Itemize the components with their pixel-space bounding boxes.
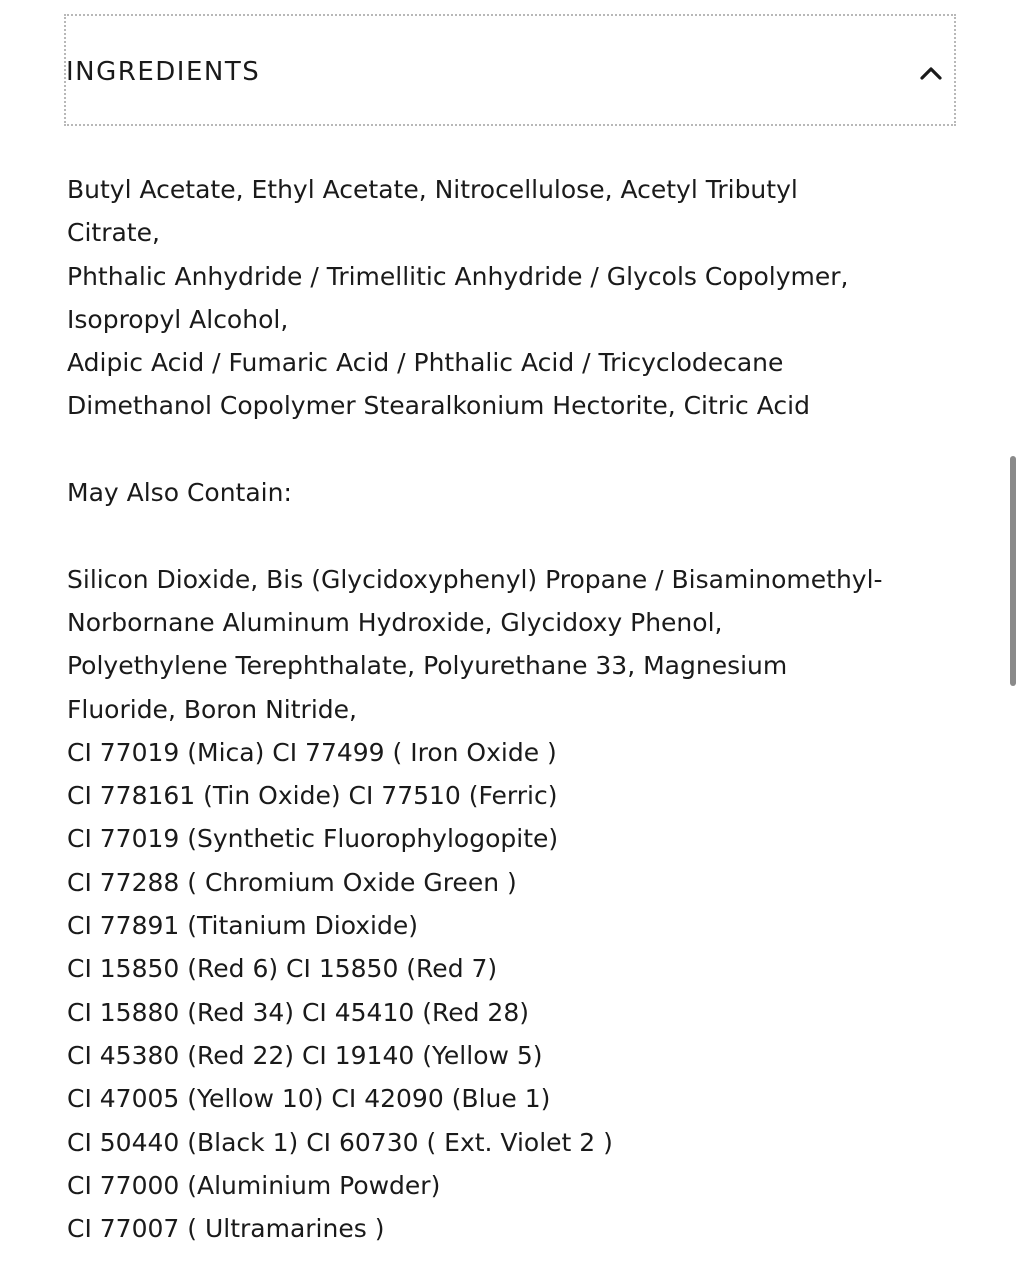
ingredient-line: Dimethanol Copolymer Stearalkonium Hectorite, Citric Acid [67,391,810,421]
ingredient-line: Citrate, [67,218,160,248]
scrollbar-thumb[interactable] [1010,456,1016,686]
ingredient-line: Adipic Acid / Fumaric Acid / Phthalic Acid / Tricyclodecane [67,348,784,378]
ingredient-line: CI 77019 (Synthetic Fluorophylogopite) [67,824,559,854]
ingredient-line: CI 77891 (Titanium Dioxide) [67,911,418,941]
ingredients-content [67,168,967,1250]
accordion-title: INGREDIENTS [66,57,261,87]
ingredient-line: CI 47005 (Yellow 10) CI 42090 (Blue 1) [67,1084,551,1114]
ingredient-line: Fluoride, Boron Nitride, [67,694,357,724]
ingredient-line: CI 50440 (Black 1) CI 60730 ( Ext. Violet 2 ) [67,1127,613,1157]
may-also-contain-label: May Also Contain: [67,478,292,508]
ingredient-line: CI 778161 (Tin Oxide) CI 77510 (Ferric) [67,781,558,811]
ingredient-line: CI 45380 (Red 22) CI 19140 (Yellow 5) [67,1040,543,1070]
ingredient-line: CI 77000 (Aluminium Powder) [67,1170,441,1200]
main-ingredients [67,168,967,428]
ingredient-line: Butyl Acetate, Ethyl Acetate, Nitrocellulose, Acetyl Tributyl [67,175,798,204]
ingredients-accordion-header[interactable] [64,14,956,126]
ingredient-line: Polyethylene Terephthalate, Polyurethane 33, Magnesium [67,651,788,681]
chevron-up-icon[interactable] [918,60,944,86]
ingredient-line: CI 77288 ( Chromium Oxide Green ) [67,867,517,897]
ingredient-line: CI 15880 (Red 34) CI 45410 (Red 28) [67,997,529,1027]
ingredient-line: CI 77007 ( Ultramarines ) [67,1214,385,1244]
ingredient-line: CI 15850 (Red 6) CI 15850 (Red 7) [67,954,498,984]
additional-ingredients [67,558,967,1251]
ingredient-line: Phthalic Anhydride / Trimellitic Anhydride / Glycols Copolymer, [67,261,849,291]
ingredient-line: Norbornane Aluminum Hydroxide, Glycidoxy Phenol, [67,607,723,637]
ingredient-line: Isopropyl Alcohol, [67,304,289,334]
ingredient-line: Silicon Dioxide, Bis (Glycidoxyphenyl) Propane / Bisaminomethyl- [67,564,883,594]
ingredient-line: CI 77019 (Mica) CI 77499 ( Iron Oxide ) [67,737,557,767]
